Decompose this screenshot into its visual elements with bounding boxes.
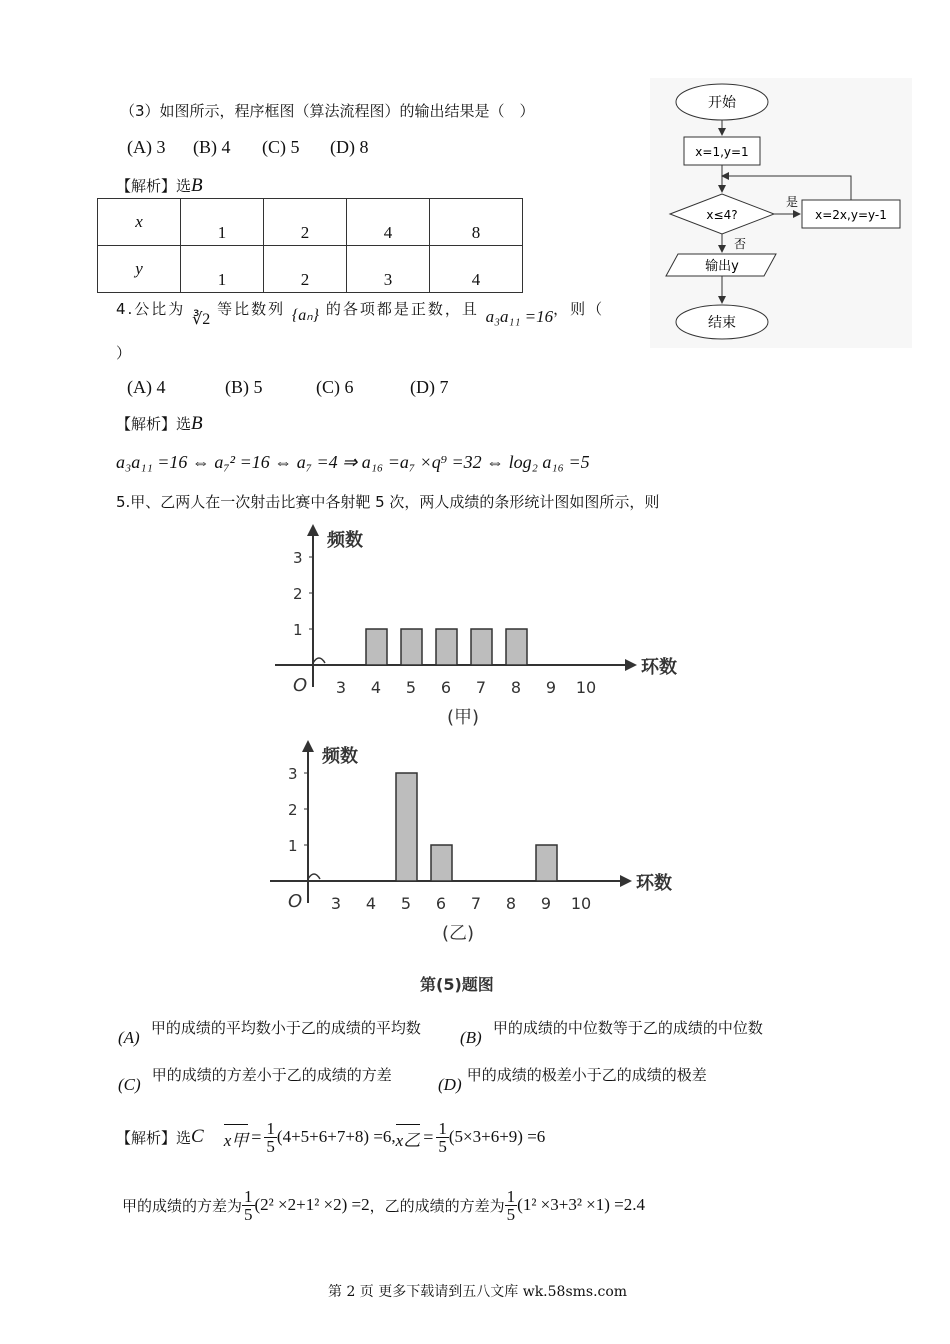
q4-stem-c: 的各项都是正数，且 xyxy=(325,300,479,318)
q4-stem-d: ，则（ xyxy=(553,300,605,318)
option-label: (C) xyxy=(118,1075,141,1094)
q3-xy-table xyxy=(97,198,523,293)
y-tick-label: 2 xyxy=(288,801,298,819)
variance-jia-expr: (2² ×2+1² ×2) =2 xyxy=(254,1195,370,1214)
chart-title: (乙) xyxy=(441,923,475,944)
flowchart-condition-label: x≤4? xyxy=(706,208,738,222)
q3-option-a: (A) 3 xyxy=(127,137,166,157)
table-cell: 3 xyxy=(347,246,430,293)
q4-stem xyxy=(116,298,605,328)
flowchart-update-label: x=2x,y=y-1 xyxy=(815,208,887,222)
q4-solution: a₃a₁₁ =16 ⇔ a₇² =16 ⇔ a₇ =4 ⇒ a₁₆ =a₇ ×q⁹ =32 ⇔ log₂ a₁₆ =5 xyxy=(116,452,590,472)
x-axis-label: 环数 xyxy=(636,873,672,894)
q3-stem: （3）如图所示，程序框图（算法流程图）的输出结果是（ ） xyxy=(120,102,535,120)
table-row xyxy=(98,199,523,246)
bar xyxy=(506,629,527,665)
fraction: $\frac{1}{5}$ xyxy=(266,1118,275,1156)
table-cell: 8 xyxy=(430,199,523,246)
q3-option-d: (D) 8 xyxy=(330,137,369,157)
x-tick-label: 4 xyxy=(370,678,382,697)
axis-break xyxy=(308,874,320,879)
y-tick-label: 1 xyxy=(288,837,298,855)
mean-jia-expr: (4+5+6+7+8) =6, xyxy=(276,1127,396,1146)
q4-answer xyxy=(116,413,203,435)
fraction: $\frac{1}{5}$ xyxy=(244,1186,253,1224)
fraction: $\frac{1}{5}$ xyxy=(506,1186,516,1224)
table-cell: 4 xyxy=(430,246,523,293)
q5-answer-letter: C xyxy=(191,1126,204,1147)
variance-yi-expr: (1² ×3+3² ×1) =2.4 xyxy=(517,1195,646,1214)
q5-solution-means: 【解析】选 C x甲 = $\frac{1}{5}$ (4+5+6+7+8) =6, x乙 = $\frac{1}{5}$ (5×3+6+9) =6 xyxy=(116,1118,546,1156)
variance-yi-label: ，乙的成绩的方差为 xyxy=(369,1196,505,1215)
x-axis-label: 环数 xyxy=(641,657,677,678)
x-tick-label: 4 xyxy=(365,894,377,913)
x-tick-label: 7 xyxy=(475,678,487,697)
x-axis-arrow xyxy=(625,659,637,671)
x-tick-label: 8 xyxy=(505,894,517,913)
option-label: (A) xyxy=(118,1028,140,1047)
q5-option-c xyxy=(118,1064,392,1094)
option-label: (B) xyxy=(460,1028,482,1047)
chart-title: (甲) xyxy=(446,707,480,728)
q4-stem-end: ） xyxy=(116,344,132,362)
q3-answer xyxy=(116,175,203,197)
table-cell: 2 xyxy=(264,246,347,293)
option-text: 甲的成绩的方差小于乙的成绩的方差 xyxy=(151,1066,392,1084)
x-tick-label: 9 xyxy=(545,678,557,697)
x-tick-label: 5 xyxy=(405,678,417,697)
bar xyxy=(366,629,387,665)
q5-option-a xyxy=(118,1017,421,1047)
flowchart-init-label: x=1,y=1 xyxy=(695,145,749,159)
option-label: (D) xyxy=(438,1075,462,1094)
q4-stem-b: 等比数列 xyxy=(217,300,286,318)
table-header-x: x xyxy=(98,199,181,246)
y-axis-label: 频数 xyxy=(327,530,363,551)
flowchart-start-label: 开始 xyxy=(708,95,736,111)
flowchart-no-label: 否 xyxy=(734,237,747,251)
q3-answer-label: 【解析】选 xyxy=(116,177,192,195)
flowchart xyxy=(650,78,912,348)
table-cell: 2 xyxy=(264,199,347,246)
option-text: 甲的成绩的极差小于乙的成绩的极差 xyxy=(466,1066,707,1084)
origin-label: O xyxy=(288,891,303,912)
mean-jia-symbol: x甲 xyxy=(224,1124,249,1151)
origin-label: O xyxy=(293,675,308,696)
y-tick-label: 3 xyxy=(293,549,303,567)
q4-option-b: (B) 5 xyxy=(225,377,263,397)
q4-option-a: (A) 4 xyxy=(127,377,166,397)
q4-option-c: (C) 6 xyxy=(316,377,354,397)
x-tick-label: 3 xyxy=(330,894,342,913)
x-tick-label: 8 xyxy=(510,678,522,697)
bar xyxy=(471,629,492,665)
q4-seq: {aₙ} xyxy=(291,307,320,324)
flowchart-yes-label: 是 xyxy=(786,195,799,209)
q4-stem-a: 4.公比为 xyxy=(116,300,186,318)
y-tick-label: 2 xyxy=(293,585,303,603)
x-tick-label: 9 xyxy=(540,894,552,913)
x-tick-label: 7 xyxy=(470,894,482,913)
bar xyxy=(431,845,452,881)
variance-jia-label: 甲的成绩的方差为 xyxy=(122,1196,243,1215)
table-row xyxy=(98,246,523,293)
q4-option-d: (D) 7 xyxy=(410,377,449,397)
bar xyxy=(401,629,422,665)
bar xyxy=(536,845,557,881)
axis-break xyxy=(313,658,325,663)
table-cell: 4 xyxy=(347,199,430,246)
bar-chart-jia xyxy=(265,520,695,735)
option-text: 甲的成绩的中位数等于乙的成绩的中位数 xyxy=(492,1019,763,1037)
y-tick-label: 3 xyxy=(288,765,298,783)
bar xyxy=(396,773,417,881)
flowchart-output-label: 输出y xyxy=(705,259,739,274)
q3-option-c: (C) 5 xyxy=(262,137,300,157)
q5-stem: 5.甲、乙两人在一次射击比赛中各射靶 5 次，两人成绩的条形统计图如图所示，则 xyxy=(116,493,660,511)
q5-option-d xyxy=(438,1064,707,1094)
y-axis-label: 频数 xyxy=(322,746,358,767)
y-axis-arrow xyxy=(307,524,319,536)
flowchart-end-label: 结束 xyxy=(708,315,736,331)
option-text: 甲的成绩的平均数小于乙的成绩的平均数 xyxy=(150,1019,421,1037)
x-axis-arrow xyxy=(620,875,632,887)
q5-solution-variances xyxy=(122,1180,645,1230)
x-tick-label: 6 xyxy=(440,678,452,697)
q4-answer-letter: B xyxy=(191,413,203,434)
y-tick-label: 1 xyxy=(293,621,303,639)
table-cell: 1 xyxy=(181,246,264,293)
mean-yi-symbol: x乙 xyxy=(396,1124,421,1151)
q4-ratio: ∛2 xyxy=(192,311,211,328)
q5-answer-label: 【解析】选 xyxy=(116,1128,192,1147)
q5-figure-caption: 第(5)题图 xyxy=(420,975,494,994)
q5-option-b xyxy=(460,1017,763,1047)
q3-option-b: (B) 4 xyxy=(193,137,231,157)
q3-answer-letter: B xyxy=(191,175,203,196)
bar xyxy=(436,629,457,665)
page-footer: 第 2 页 更多下载请到五八文库 wk.58sms.com xyxy=(328,1284,628,1300)
q4-condition: a₃a₁₁ =16 xyxy=(485,307,554,326)
x-tick-label: 6 xyxy=(435,894,447,913)
bar-chart-yi xyxy=(260,736,690,951)
q4-answer-label: 【解析】选 xyxy=(116,415,192,433)
y-axis-arrow xyxy=(302,740,314,752)
x-tick-label: 3 xyxy=(335,678,347,697)
table-header-y: y xyxy=(98,246,181,293)
x-tick-label: 10 xyxy=(575,678,597,697)
x-tick-label: 10 xyxy=(570,894,592,913)
x-tick-label: 5 xyxy=(400,894,412,913)
fraction: $\frac{1}{5}$ xyxy=(438,1118,447,1156)
mean-yi-expr: (5×3+6+9) =6 xyxy=(448,1127,546,1146)
table-cell: 1 xyxy=(181,199,264,246)
